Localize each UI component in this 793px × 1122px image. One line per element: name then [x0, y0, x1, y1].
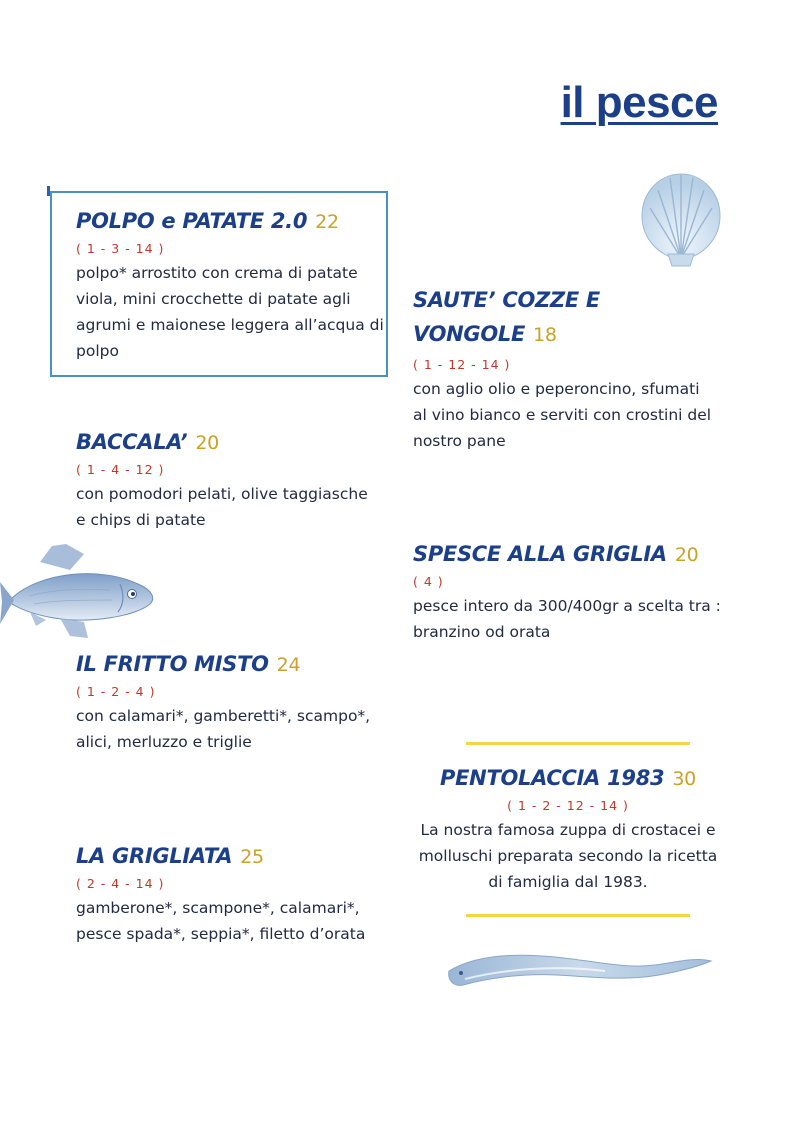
dish-name: IL FRITTO MISTO 24 — [76, 652, 301, 676]
dish-allergens: ( 1 - 2 - 12 - 14 ) — [507, 798, 629, 813]
dish-price: 24 — [276, 654, 301, 676]
dish-description: con aglio olio e peperoncino, sfumati al vino bianco e serviti con crostini del nostro pane — [413, 380, 712, 450]
dish-price: 20 — [674, 544, 699, 566]
page-title: il pesce — [560, 78, 718, 127]
dish-allergens: ( 1 - 3 - 14 ) — [76, 241, 165, 256]
dish-pentolaccia — [403, 764, 733, 895]
dish-price: 18 — [533, 324, 557, 346]
dish-baccala — [76, 428, 386, 533]
dish-saute-cozze-vongole — [413, 283, 743, 454]
dish-polpo — [76, 207, 386, 364]
dish-description: gamberone*, scampone*, calamari*, pesce spada*, seppia*, filetto d’orata — [76, 899, 366, 943]
dish-spesce-griglia — [413, 540, 753, 645]
dish-description: polpo* arrostito con crema di patate viola, mini crocchette di patate agli agrumi e maionese leggera all’acqua di polpo — [76, 264, 384, 360]
dish-description: pesce intero da 300/400gr a scelta tra : branzino od orata — [413, 597, 721, 641]
dish-fritto-misto — [76, 650, 386, 755]
frame-corner-mark — [47, 186, 50, 196]
dish-name: LA GRIGLIATA 25 — [76, 844, 264, 868]
dish-price: 25 — [240, 846, 264, 868]
dish-price: 22 — [315, 211, 339, 233]
dish-description: con pomodori pelati, olive taggiasche e chips di patate — [76, 485, 368, 529]
dish-allergens: ( 2 - 4 - 14 ) — [76, 876, 165, 891]
dish-allergens: ( 4 ) — [413, 574, 444, 589]
dish-description: La nostra famosa zuppa di crostacei e molluschi preparata secondo la ricetta di famiglia dal 1983. — [418, 821, 718, 891]
dish-price: 20 — [195, 432, 219, 454]
gold-divider-top — [466, 742, 690, 745]
dish-name: PENTOLACCIA 1983 30 — [440, 766, 696, 790]
dish-price: 30 — [672, 768, 696, 790]
dish-name: SAUTE’ COZZE E VONGOLE 18 — [413, 288, 600, 346]
dish-name: POLPO e PATATE 2.0 22 — [76, 209, 339, 233]
shell-icon — [638, 168, 724, 268]
dish-grigliata — [76, 842, 386, 947]
dish-allergens: ( 1 - 2 - 4 ) — [76, 684, 156, 699]
dish-name: SPESCE ALLA GRIGLIA 20 — [413, 542, 699, 566]
gold-divider-bottom — [466, 914, 690, 917]
eel-icon — [445, 935, 715, 995]
dish-description: con calamari*, gamberetti*, scampo*, alici, merluzzo e triglie — [76, 707, 371, 751]
dish-allergens: ( 1 - 12 - 14 ) — [413, 357, 511, 372]
dish-allergens: ( 1 - 4 - 12 ) — [76, 462, 165, 477]
dish-name: BACCALA’ 20 — [76, 430, 219, 454]
fish-icon — [0, 540, 158, 640]
